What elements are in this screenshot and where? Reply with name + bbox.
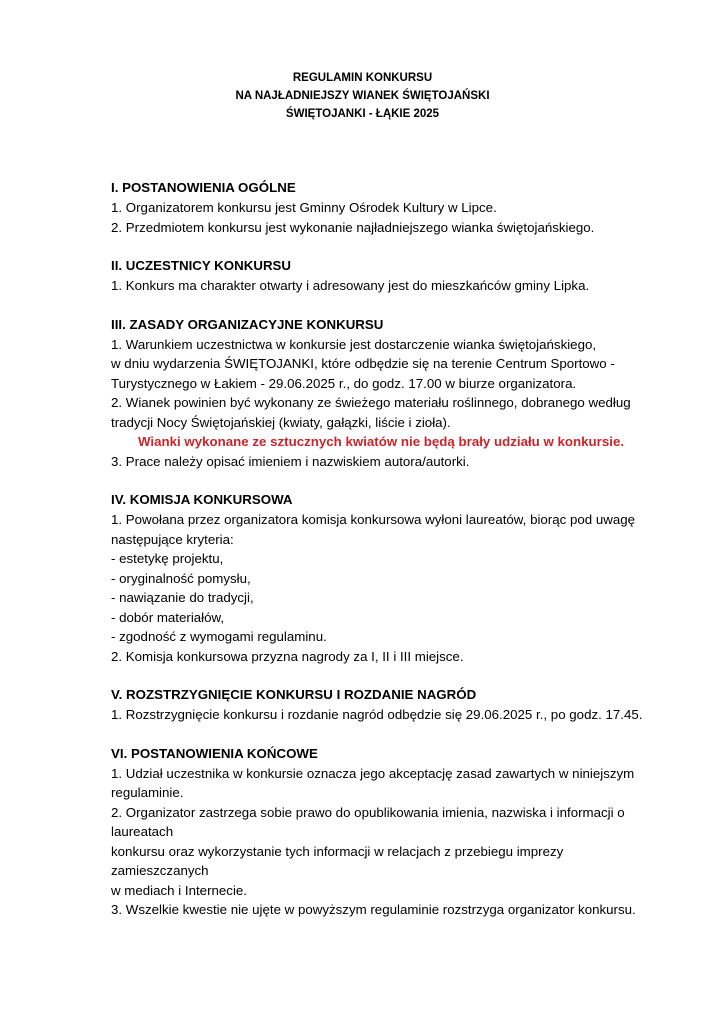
- paragraph-line: następujące kryteria:: [111, 531, 234, 547]
- section-heading: I. POSTANOWIENIA OGÓLNE: [111, 180, 296, 195]
- paragraph: 3. Wszelkie kwestie nie ujęte w powyższym regulaminie rozstrzyga organizator konkursu.: [111, 902, 636, 917]
- paragraph-line: tradycji Nocy Świętojańskiej (kwiaty, gałązki, liście i zioła).: [111, 414, 451, 430]
- paragraph: 3. Prace należy opisać imieniem i nazwiskiem autora/autorki.: [111, 453, 470, 469]
- artificial-flowers-warning: Wianki wykonane ze sztucznych kwiatów nie będą brały udziału w konkursie.: [137, 434, 625, 449]
- paragraph-line: zamieszczanych: [111, 863, 209, 878]
- paragraph-line: w mediach i Internecie.: [111, 882, 247, 898]
- criteria-item: - oryginalność pomysłu,: [111, 570, 251, 586]
- section-general-provisions: [111, 178, 651, 237]
- section-heading: VI. POSTANOWIENIA KOŃCOWE: [111, 745, 318, 761]
- paragraph: 1. Organizatorem konkursu jest Gminny Ośrodek Kultury w Lipce.: [111, 200, 497, 215]
- paragraph-line: 2. Organizator zastrzega sobie prawo do opublikowania imienia, nazwiska i informacji o: [111, 804, 625, 820]
- paragraph-line: Turystycznego w Łakiem - 29.06.2025 r., do godz. 17.00 w biurze organizatora.: [111, 375, 577, 391]
- paragraph-line: laureatach: [111, 824, 174, 839]
- document-body: [111, 178, 651, 939]
- paragraph-line: w dniu wydarzenia ŚWIĘTOJANKI, które odbędzie się na terenie Centrum Sportowo -: [111, 356, 615, 371]
- paragraph: 2. Komisja konkursowa przyzna nagrody za I, II i III miejsce.: [111, 648, 464, 664]
- paragraph-line: 1. Warunkiem uczestnictwa w konkursie jest dostarczenie wianka świętojańskiego,: [111, 336, 597, 352]
- criteria-item: - dobór materiałów,: [111, 609, 225, 625]
- section-heading: III. ZASADY ORGANIZACYJNE KONKURSU: [111, 316, 384, 332]
- paragraph-line: 1. Powołana przez organizatora komisja konkursowa wyłoni laureatów, biorąc pod uwagę: [111, 512, 636, 527]
- section-competition-committee: [111, 490, 651, 666]
- paragraph-line: 1. Udział uczestnika w konkursie oznacza jego akceptację zasad zawartych w niniejszym: [111, 765, 635, 781]
- section-participants: [111, 256, 651, 296]
- criteria-item: - estetykę projektu,: [111, 551, 224, 566]
- title-line-3: ŚWIĘTOJANKI - ŁĄKIE 2025: [285, 108, 440, 120]
- paragraph: 2. Przedmiotem konkursu jest wykonanie najładniejszego wianka świętojańskiego.: [111, 219, 595, 235]
- section-final-provisions: [111, 744, 651, 920]
- section-heading: IV. KOMISJA KONKURSOWA: [111, 492, 293, 507]
- criteria-item: - zgodność z wymogami regulaminu.: [111, 629, 327, 644]
- title-line-2: NA NAJŁADNIEJSZY WIANEK ŚWIĘTOJAŃSKI: [235, 90, 490, 102]
- section-results-and-awards: [111, 685, 651, 725]
- paragraph-line: 2. Wianek powinien być wykonany ze świeżego materiału roślinnego, dobranego według: [111, 395, 631, 410]
- paragraph-line: regulaminie.: [111, 785, 184, 800]
- criteria-item: - nawiązanie do tradycji,: [111, 590, 254, 605]
- paragraph-line: konkursu oraz wykorzystanie tych informacji w relacjach z przebiegu imprezy: [111, 843, 564, 859]
- section-heading: V. ROZSTRZYGNIĘCIE KONKURSU I ROZDANIE NAGRÓD: [111, 687, 477, 702]
- section-organizational-rules: [111, 315, 651, 472]
- paragraph: 1. Konkurs ma charakter otwarty i adresowany jest do mieszkańców gminy Lipka.: [111, 278, 590, 293]
- paragraph: 1. Rozstrzygnięcie konkursu i rozdanie nagród odbędzie się 29.06.2025 r., po godz. 17.45.: [111, 707, 643, 722]
- section-heading: II. UCZESTNICY KONKURSU: [111, 258, 292, 273]
- document-title: [0, 69, 725, 123]
- title-line-1: REGULAMIN KONKURSU: [292, 72, 433, 84]
